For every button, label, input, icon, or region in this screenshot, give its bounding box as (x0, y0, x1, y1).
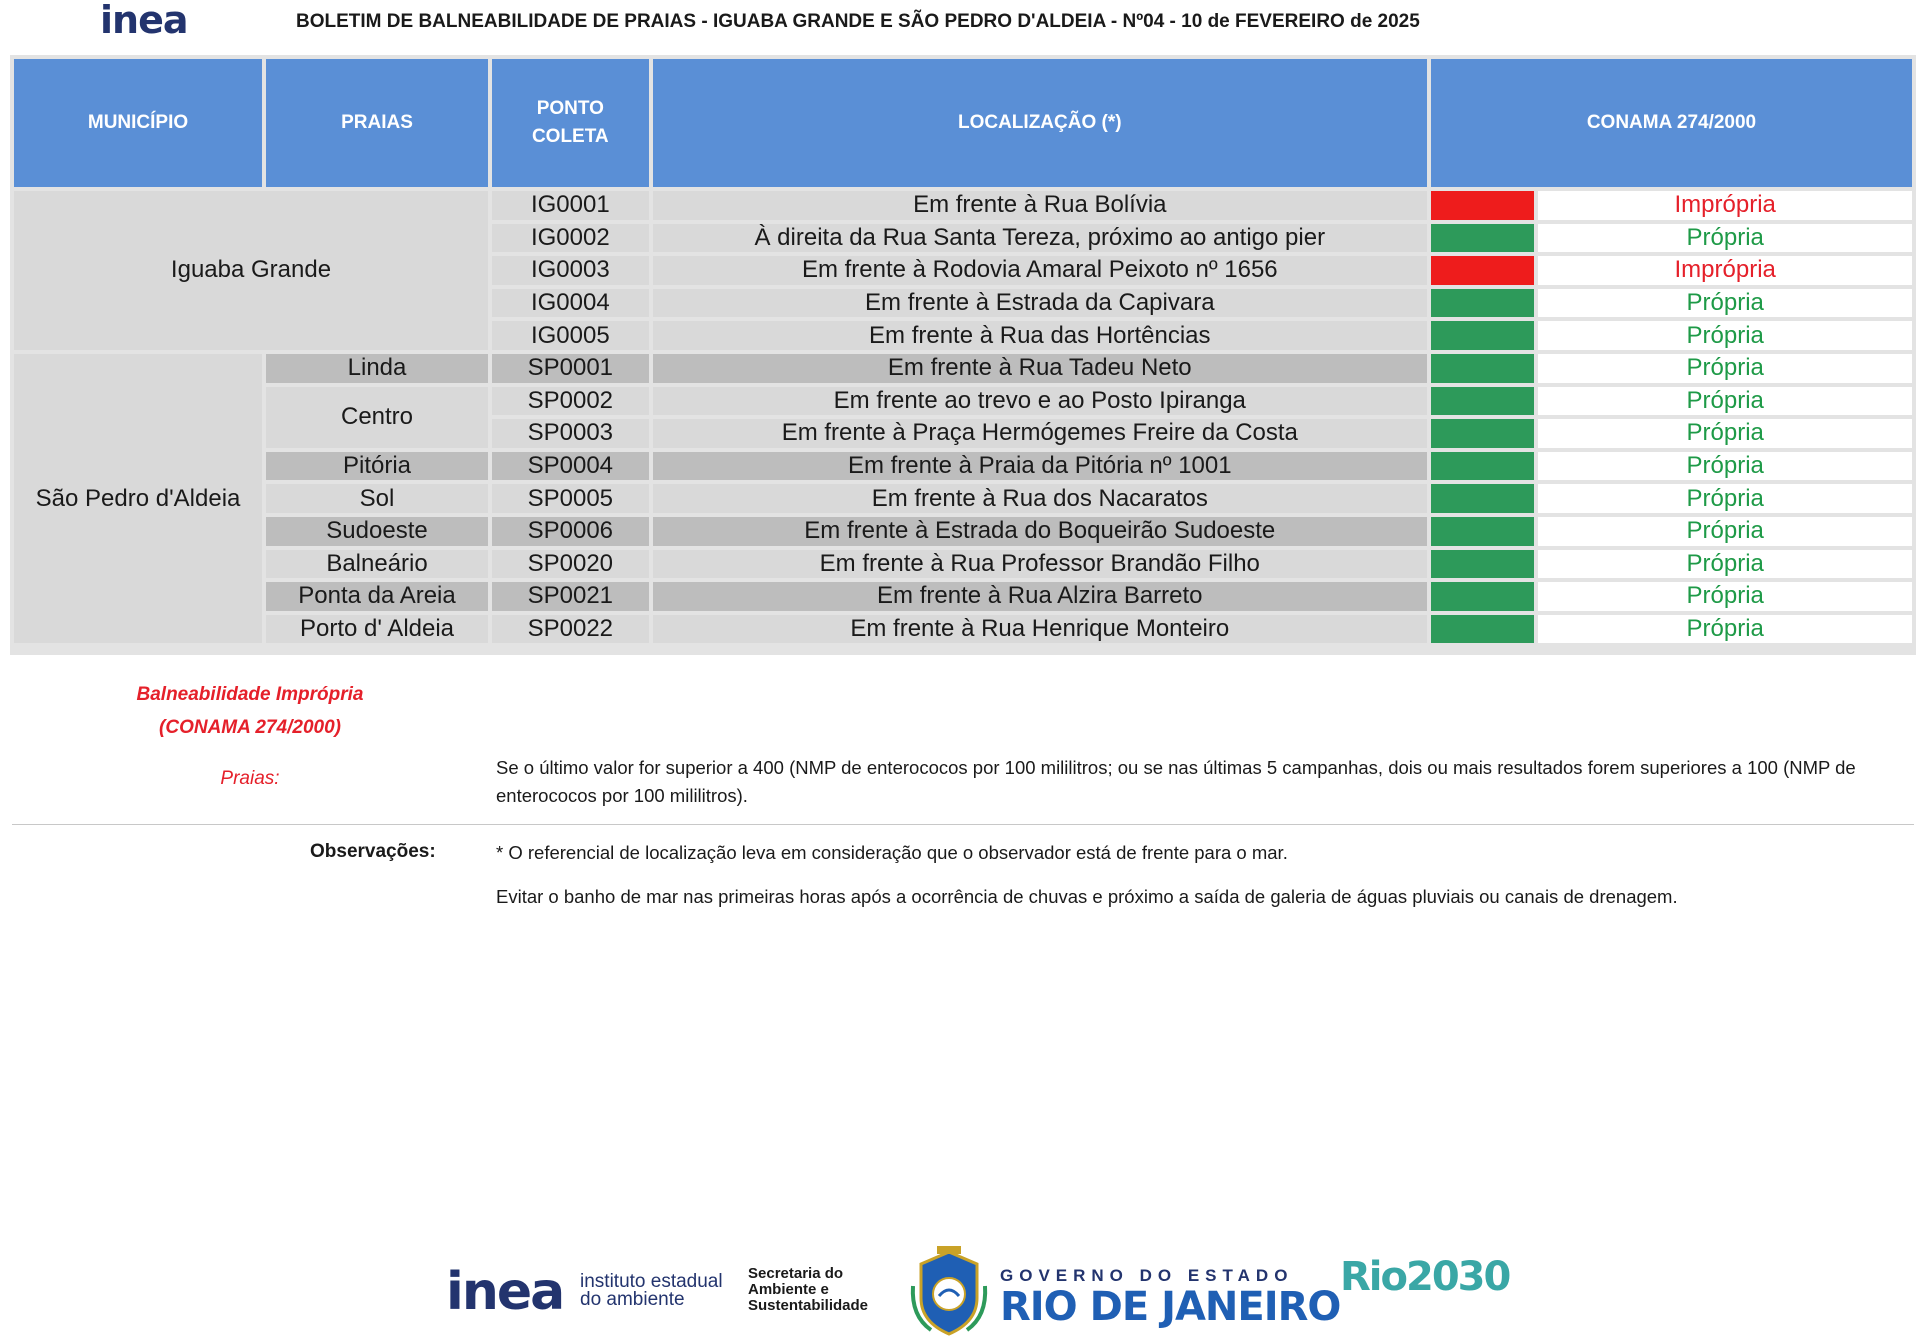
table-row (14, 484, 1912, 513)
status-swatch (1431, 321, 1534, 350)
status-swatch (1431, 550, 1534, 579)
status-swatch (1431, 191, 1534, 220)
status-cell: Própria (1538, 452, 1912, 481)
inea-logo: inea (100, 0, 188, 42)
status-swatch (1431, 419, 1534, 448)
col-header-municipio: MUNICÍPIO (14, 59, 262, 187)
table-row (14, 191, 1912, 220)
ponto-cell: IG0005 (492, 321, 649, 350)
page-header (0, 0, 1920, 46)
status-cell: Própria (1538, 224, 1912, 253)
ponto-cell: SP0006 (492, 517, 649, 546)
ponto-cell: SP0020 (492, 550, 649, 579)
ponto-cell: SP0005 (492, 484, 649, 513)
praia-cell: Centro (266, 387, 488, 448)
status-swatch (1431, 484, 1534, 513)
local-cell: Em frente à Rua dos Nacaratos (653, 484, 1427, 513)
local-cell: Em frente à Rua Tadeu Neto (653, 354, 1427, 383)
municipio-cell: São Pedro d'Aldeia (14, 354, 262, 643)
footer-rio-label: RIO DE JANEIRO (1000, 1284, 1341, 1330)
table-row (14, 615, 1912, 644)
col-header-praias: PRAIAS (266, 59, 488, 187)
col-header-conama: CONAMA 274/2000 (1431, 59, 1912, 187)
local-cell: Em frente à Praia da Pitória nº 1001 (653, 452, 1427, 481)
footer-governo-label: GOVERNO DO ESTADO (1000, 1266, 1294, 1285)
local-cell: Em frente à Rua Alzira Barreto (653, 582, 1427, 611)
footer-inea-subtitle (580, 1273, 723, 1309)
status-cell: Própria (1538, 615, 1912, 644)
ponto-cell: IG0004 (492, 289, 649, 318)
sec-line2: Ambiente e (748, 1281, 829, 1298)
local-cell: Em frente à Rua Bolívia (653, 191, 1427, 220)
inea-sub-line2: do ambiente (580, 1289, 685, 1310)
status-swatch (1431, 615, 1534, 644)
status-swatch (1431, 354, 1534, 383)
ponto-cell: SP0003 (492, 419, 649, 448)
praia-cell: Porto d' Aldeia (266, 615, 488, 644)
local-cell: Em frente à Rua das Hortências (653, 321, 1427, 350)
sec-line1: Secretaria do (748, 1265, 844, 1282)
legend-praias-label: Praias: (220, 768, 280, 789)
section-divider (12, 824, 1914, 825)
ponto-cell: SP0022 (492, 615, 649, 644)
municipio-cell: Iguaba Grande (14, 191, 488, 350)
footer-rio2030-logo: Rio2030 (1340, 1254, 1510, 1300)
status-cell: Própria (1538, 387, 1912, 416)
table-header-row (14, 59, 1912, 187)
ponto-cell: SP0001 (492, 354, 649, 383)
bulletin-table-container (10, 55, 1916, 655)
status-swatch (1431, 452, 1534, 481)
praia-cell: Linda (266, 354, 488, 383)
local-cell: Em frente à Rua Henrique Monteiro (653, 615, 1427, 644)
local-cell: Em frente à Praça Hermógemes Freire da Costa (653, 419, 1427, 448)
col-header-localizacao: LOCALIZAÇÃO (*) (653, 59, 1427, 187)
footer-secretaria (748, 1266, 868, 1314)
legend-title-line2: (CONAMA 274/2000) (159, 717, 341, 738)
table-row (14, 354, 1912, 383)
ponto-cell: SP0004 (492, 452, 649, 481)
footer-inea-logo: inea (446, 1262, 564, 1322)
local-cell: Em frente ao trevo e ao Posto Ipiranga (653, 387, 1427, 416)
status-cell: Própria (1538, 419, 1912, 448)
praia-cell: Ponta da Areia (266, 582, 488, 611)
local-cell: Em frente à Estrada da Capivara (653, 289, 1427, 318)
status-swatch (1431, 256, 1534, 285)
table-row (14, 452, 1912, 481)
praia-cell: Balneário (266, 550, 488, 579)
ponto-cell: IG0001 (492, 191, 649, 220)
local-cell: Em frente à Estrada do Boqueirão Sudoeste (653, 517, 1427, 546)
table-row (14, 550, 1912, 579)
status-cell: Própria (1538, 484, 1912, 513)
status-swatch (1431, 224, 1534, 253)
ponto-cell: IG0002 (492, 224, 649, 253)
status-cell: Própria (1538, 354, 1912, 383)
status-swatch (1431, 387, 1534, 416)
legend-title-line1: Balneabilidade Imprópria (136, 684, 364, 705)
status-swatch (1431, 517, 1534, 546)
status-swatch (1431, 582, 1534, 611)
status-cell: Imprópria (1538, 191, 1912, 220)
bulletin-title: BOLETIM DE BALNEABILIDADE DE PRAIAS - IGUABA GRANDE E SÃO PEDRO D'ALDEIA - Nº04 - 10 de FEVEREIRO de 2025 (296, 11, 1420, 32)
table-row (14, 582, 1912, 611)
legend-praias-text: Se o último valor for superior a 400 (NMP de enterococos por 100 mililitros; ou se nas últimas 5 campanhas, dois ou mais resultados forem superiores a 100 (NMP de enterococos por 100 mililitros). (496, 757, 1856, 806)
ponto-cell: SP0002 (492, 387, 649, 416)
footer-logos (440, 1240, 1520, 1340)
ponto-cell: SP0021 (492, 582, 649, 611)
table-row (14, 517, 1912, 546)
local-cell: Em frente à Rua Professor Brandão Filho (653, 550, 1427, 579)
col-header-ponto-coleta (492, 59, 649, 187)
status-cell: Imprópria (1538, 256, 1912, 285)
status-swatch (1431, 289, 1534, 318)
ponto-cell: IG0003 (492, 256, 649, 285)
status-cell: Própria (1538, 289, 1912, 318)
local-cell: Em frente à Rodovia Amaral Peixoto nº 1656 (653, 256, 1427, 285)
ponto-line1: PONTO (536, 98, 604, 119)
local-cell: À direita da Rua Santa Tereza, próximo ao antigo pier (653, 224, 1427, 253)
praia-cell: Sol (266, 484, 488, 513)
bulletin-table (10, 55, 1916, 647)
ponto-line2: COLETA (531, 126, 609, 147)
observacao-line-1: * O referencial de localização leva em consideração que o observador está de frente para o mar. (496, 842, 1288, 863)
state-crest-icon (907, 1246, 991, 1338)
status-cell: Própria (1538, 582, 1912, 611)
praia-cell: Pitória (266, 452, 488, 481)
table-row (14, 387, 1912, 416)
inea-sub-line1: instituto estadual (580, 1271, 723, 1292)
praia-cell: Sudoeste (266, 517, 488, 546)
sec-line3: Sustentabilidade (748, 1297, 869, 1314)
status-cell: Própria (1538, 321, 1912, 350)
observacoes-label: Observações: (310, 841, 436, 862)
status-cell: Própria (1538, 550, 1912, 579)
observacao-line-2: Evitar o banho de mar nas primeiras horas após a ocorrência de chuvas e próximo a saída de galeria de águas pluviais ou canais de drenagem. (496, 886, 1678, 907)
legend-title (100, 678, 400, 744)
status-cell: Própria (1538, 517, 1912, 546)
